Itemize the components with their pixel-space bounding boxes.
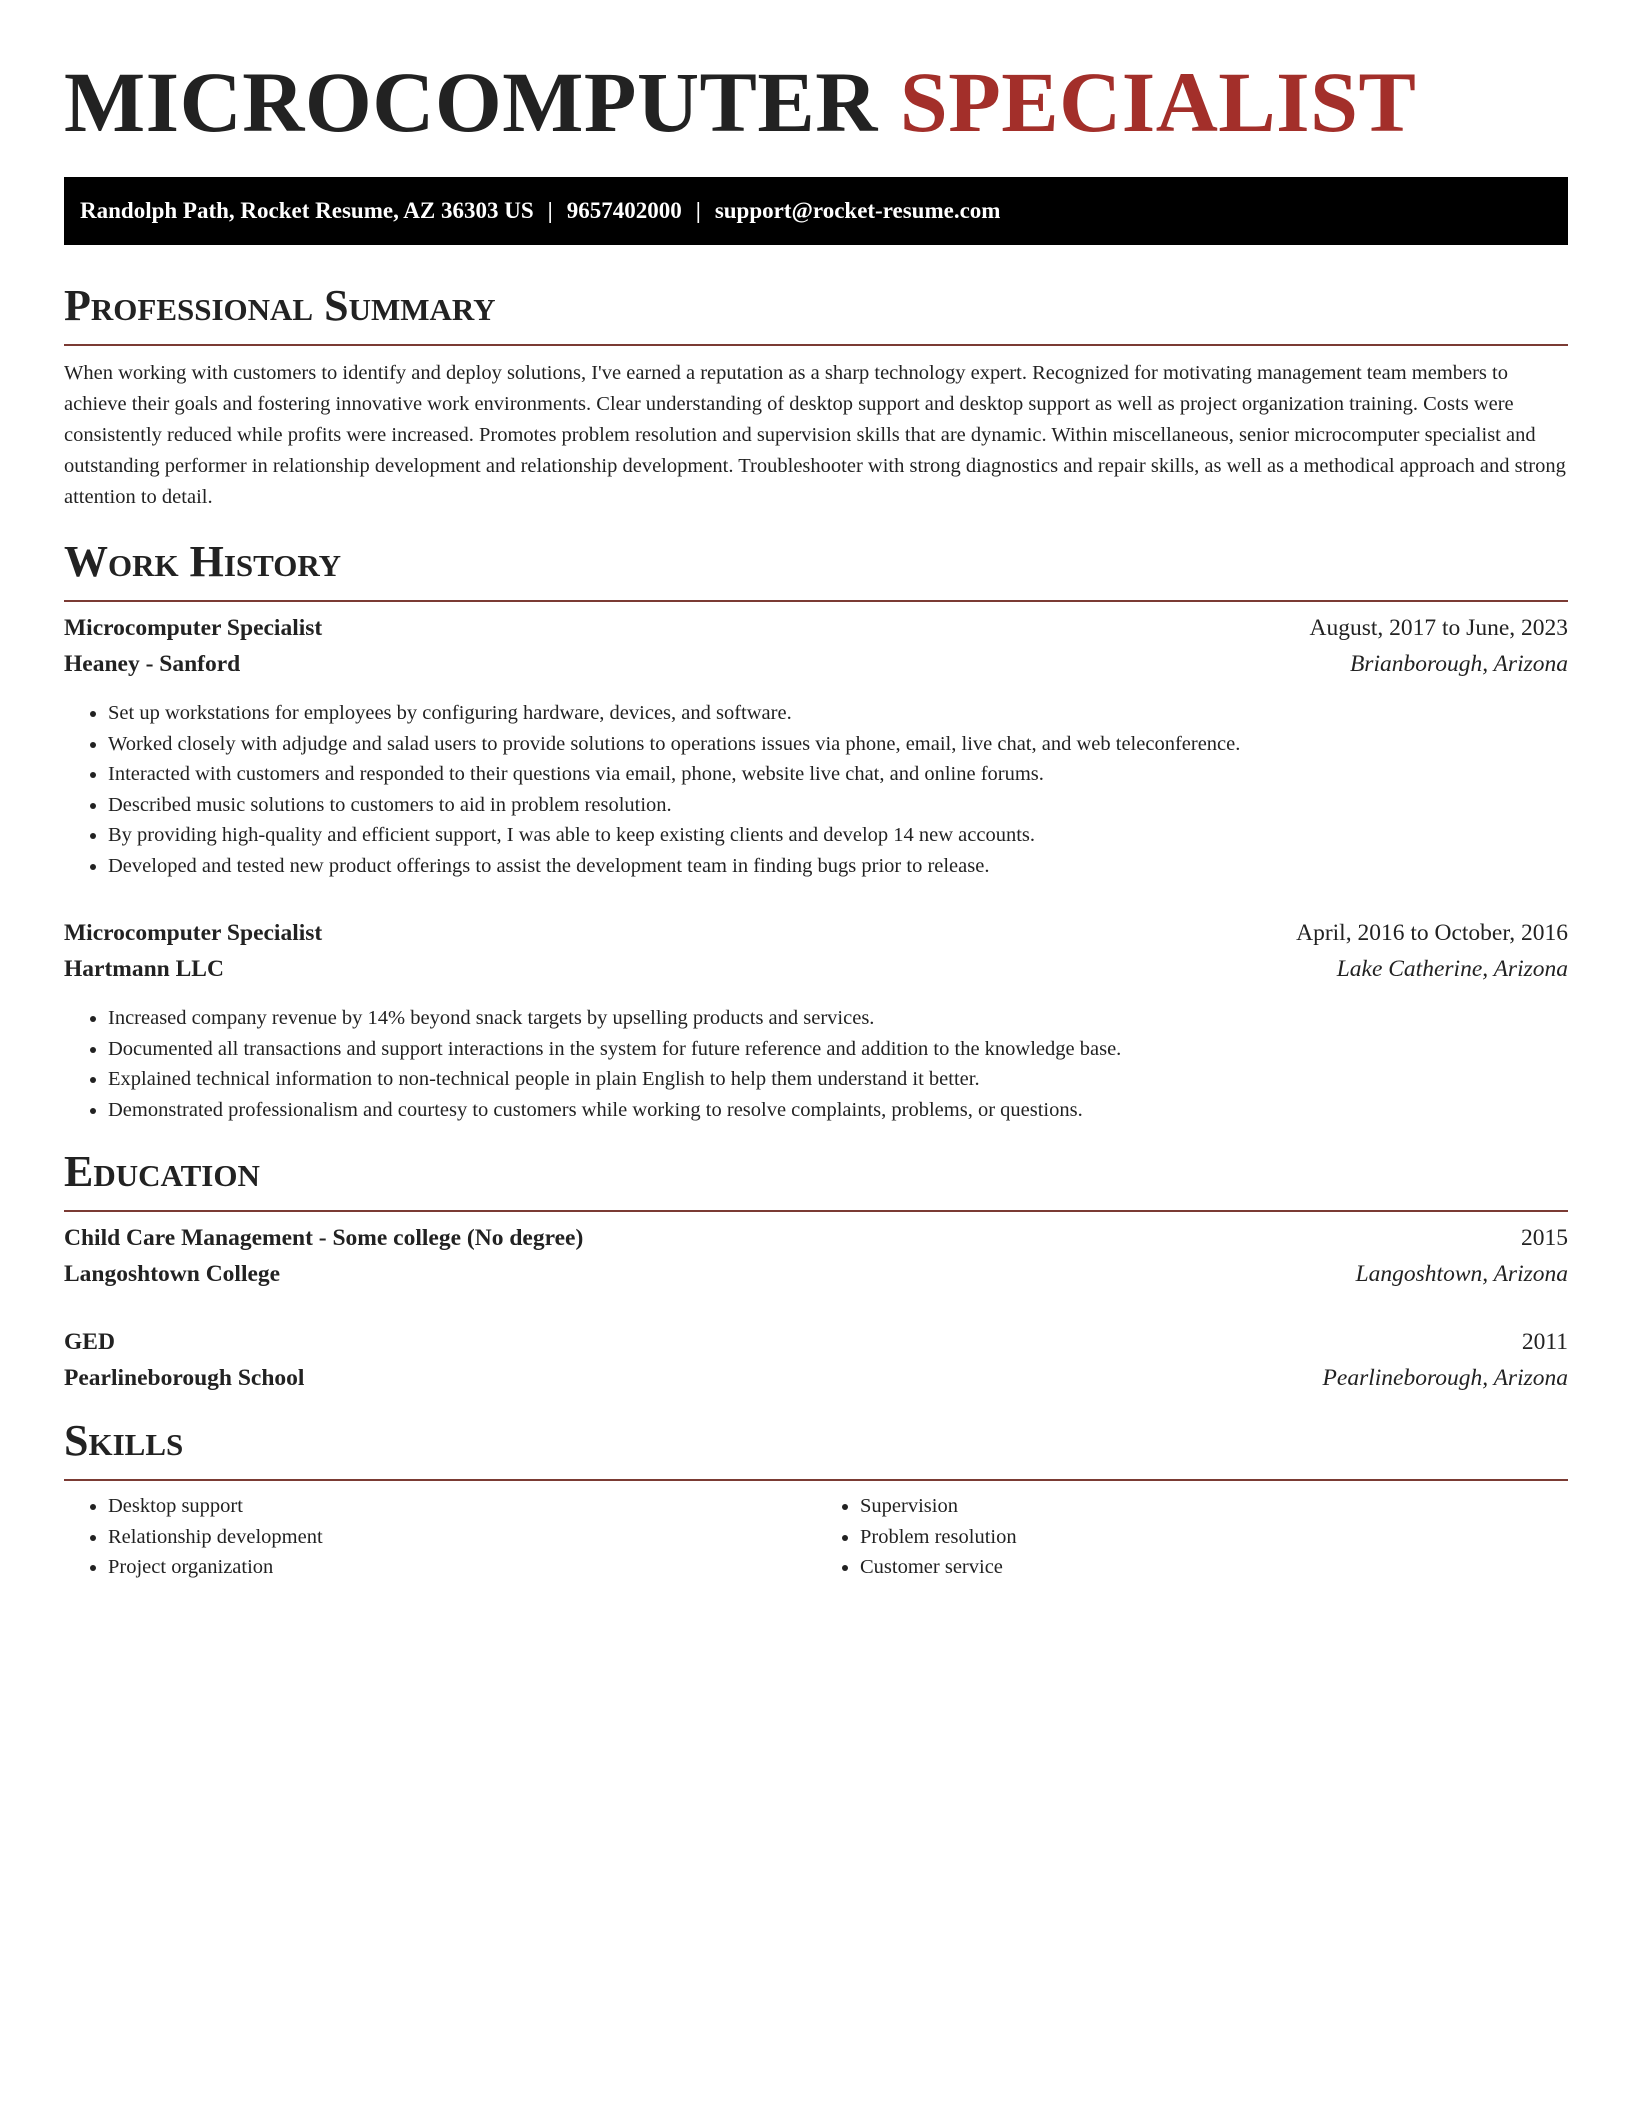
list-item: • Explained technical information to non-technical people in plain English to help them understand it better. [108,1064,1568,1095]
contact-separator: | [547,198,553,223]
education-school: Langoshtown College [64,1261,281,1287]
list-item: • Customer service [860,1552,1568,1583]
section-title-work: Work History [64,537,342,586]
summary-section [64,281,1568,513]
education-location: Pearlineborough, Arizona [1322,1365,1568,1391]
list-item: • Developed and tested new product offerings to assist the development team in finding bugs prior to release. [108,851,1568,882]
job-bullets [64,698,1568,881]
contact-phone: 9657402000 [566,198,682,223]
list-item: • By providing high-quality and efficient support, I was able to keep existing clients and develop 14 new accounts. [108,820,1568,851]
list-item: • Project organization [108,1552,816,1583]
work-history-section [64,537,1568,1125]
education-degree-row [64,1324,1568,1360]
skills-list-left [64,1491,816,1583]
section-title-skills: Skills [64,1416,184,1465]
contact-bar [64,177,1568,245]
name-main: MICROCOMPUTER [64,54,878,150]
section-divider [64,344,1568,346]
name-accent: SPECIALIST [899,54,1417,150]
job-header-row [64,915,1568,951]
list-item: • Demonstrated professionalism and courtesy to customers while working to resolve complaints, problems, or questions. [108,1095,1568,1126]
contact-separator: | [695,198,701,223]
job-bullets [64,1003,1568,1125]
list-item: • Documented all transactions and support interactions in the system for future reference and addition to the knowledge base. [108,1034,1568,1065]
job-company-row [64,951,1568,987]
list-item: • Problem resolution [860,1522,1568,1553]
job-entry [64,610,1568,881]
education-school-row [64,1360,1568,1396]
summary-text: When working with customers to identify and deploy solutions, I've earned a reputation as a sharp technology expert. Recognized for motivating management team members to achieve their goals and fostering innovative work environments. Clear understanding of desktop support and desktop support as well as project organization training. Costs were consistently reduced while profits were increased. Promotes problem resolution and supervision skills that are dynamic. Within miscellaneous, senior microcomputer specialist and outstanding performer in relationship development and relationship development. Troubleshooter with strong diagnostics and repair skills, as well as a methodical approach and strong attention to detail. [64,362,1566,508]
section-divider [64,600,1568,602]
education-degree: Child Care Management - Some college (No degree) [64,1225,584,1251]
skills-list-right [816,1491,1568,1583]
contact-email: support@rocket-resume.com [714,198,1001,223]
job-entry [64,915,1568,1125]
list-item: • Interacted with customers and responded to their questions via email, phone, website live chat, and online forums. [108,759,1568,790]
education-section [64,1147,1568,1396]
section-title-summary: Professional Summary [64,281,496,330]
job-role: Microcomputer Specialist [64,920,323,946]
list-item: • Described music solutions to customers to aid in problem resolution. [108,790,1568,821]
education-school-row [64,1256,1568,1292]
list-item: • Worked closely with adjudge and salad users to provide solutions to operations issues via phone, email, live chat, and web teleconference. [108,729,1568,760]
job-company: Hartmann LLC [64,956,224,982]
education-entry [64,1220,1568,1292]
list-item: • Relationship development [108,1522,816,1553]
contact-address: Randolph Path, Rocket Resume, AZ 36303 US [80,198,534,223]
education-degree: GED [64,1329,115,1355]
job-company: Heaney - Sanford [64,651,241,677]
list-item: • Supervision [860,1491,1568,1522]
section-divider [64,1210,1568,1212]
job-dates: August, 2017 to June, 2023 [1309,615,1568,641]
education-school: Pearlineborough School [64,1365,305,1391]
job-role: Microcomputer Specialist [64,615,323,641]
skills-grid [64,1491,1568,1583]
education-entry [64,1324,1568,1396]
education-year: 2011 [1521,1329,1568,1355]
resume-name [64,52,1568,152]
education-location: Langoshtown, Arizona [1355,1261,1568,1287]
job-location: Brianborough, Arizona [1349,651,1568,677]
list-item: • Increased company revenue by 14% beyond snack targets by upselling products and services. [108,1003,1568,1034]
section-divider [64,1479,1568,1481]
job-dates: April, 2016 to October, 2016 [1296,920,1568,946]
job-company-row [64,646,1568,682]
education-year: 2015 [1521,1225,1568,1251]
list-item: • Set up workstations for employees by configuring hardware, devices, and software. [108,698,1568,729]
section-title-education: Education [64,1147,260,1196]
job-location: Lake Catherine, Arizona [1336,956,1568,982]
skills-section [64,1416,1568,1583]
list-item: • Desktop support [108,1491,816,1522]
job-header-row [64,610,1568,646]
education-degree-row [64,1220,1568,1256]
